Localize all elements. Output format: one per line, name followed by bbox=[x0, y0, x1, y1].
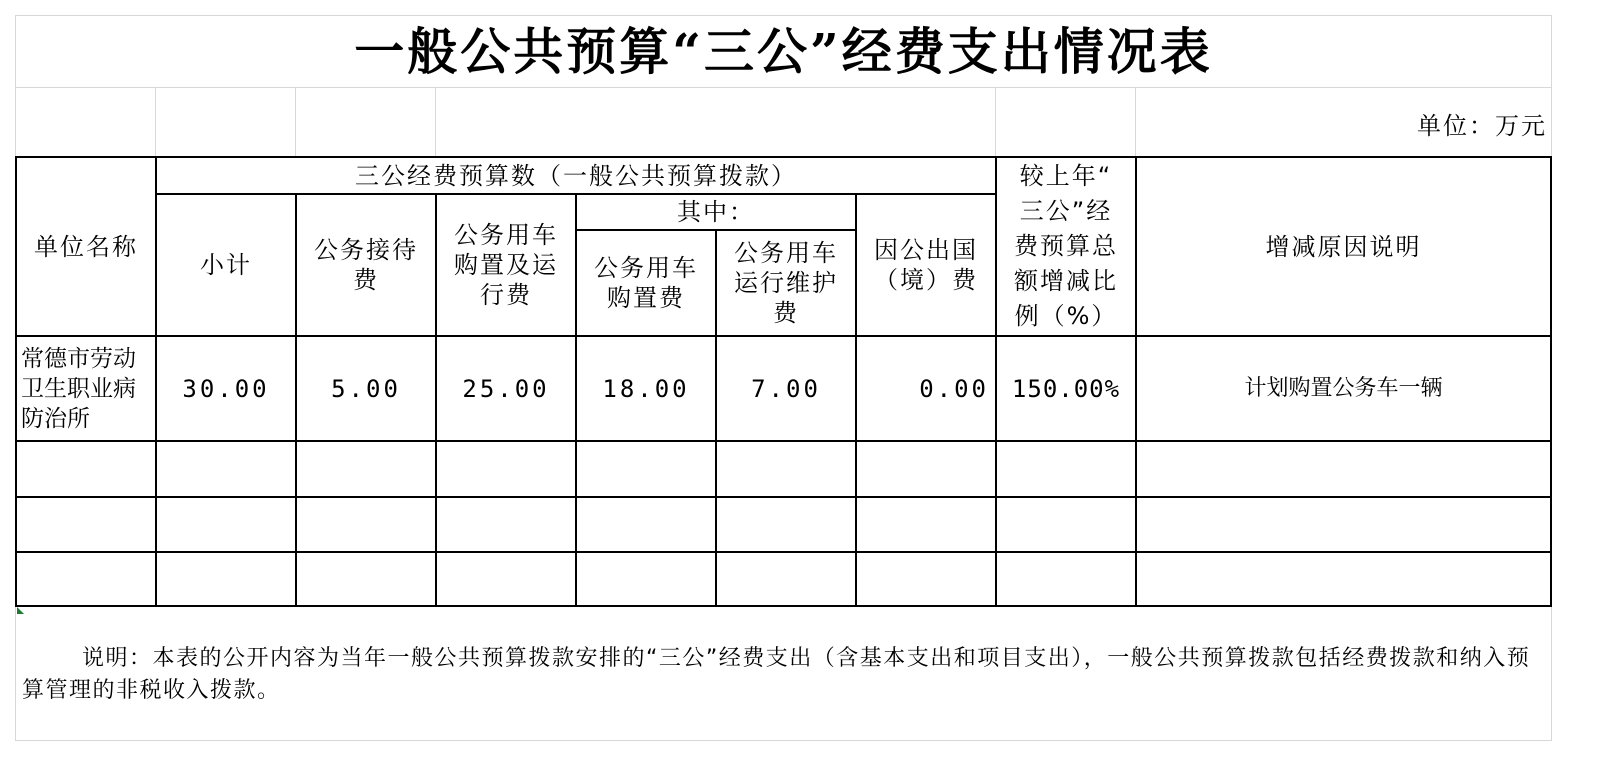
grid-line bbox=[295, 87, 296, 157]
page-title: 一般公共预算“三公”经费支出情况表 bbox=[354, 21, 1213, 81]
grid-line bbox=[1135, 87, 1136, 157]
cell-overseas: 0.00 bbox=[919, 374, 989, 403]
header-change-ratio: 较上年“ 三公”经 费预算总 额增减比 例（%） bbox=[1014, 162, 1118, 330]
cell-reception: 5.00 bbox=[331, 374, 401, 403]
table-border bbox=[15, 605, 1552, 607]
header-of-which: 其中： bbox=[677, 198, 755, 226]
grid-line bbox=[15, 87, 1552, 88]
header-vehicle-operation: 公务用车 运行维护 费 bbox=[734, 239, 838, 327]
cell-vehicle-purchase: 18.00 bbox=[602, 374, 690, 403]
header-budget-group: 三公经费预算数（一般公共预算拨款） bbox=[355, 161, 797, 190]
grid-line bbox=[995, 87, 996, 157]
header-overseas: 因公出国 （境）费 bbox=[874, 236, 978, 294]
table-border bbox=[15, 496, 1552, 498]
cell-indicator-mark bbox=[17, 607, 24, 614]
grid-line bbox=[15, 740, 1552, 741]
footnote: 说明：本表的公开内容为当年一般公共预算拨款安排的“三公”经费支出（含基本支出和项目支出），一般公共预算拨款包括经费拨款和纳入预算管理的非税收入拨款。 bbox=[22, 646, 1531, 703]
cell-vehicle-operation: 7.00 bbox=[751, 374, 821, 403]
header-reception: 公务接待 费 bbox=[314, 236, 418, 294]
cell-reason: 计划购置公务车一辆 bbox=[1244, 375, 1443, 401]
header-reason: 增减原因说明 bbox=[1265, 232, 1422, 261]
cell-change-ratio: 150.00% bbox=[1011, 374, 1121, 403]
header-subtotal: 小计 bbox=[200, 251, 252, 279]
table-border bbox=[15, 440, 1552, 442]
grid-line bbox=[435, 87, 436, 157]
cell-subtotal: 30.00 bbox=[182, 374, 270, 403]
table-border bbox=[15, 551, 1552, 553]
cell-vehicle-total: 25.00 bbox=[462, 374, 550, 403]
header-unit-name: 单位名称 bbox=[34, 232, 138, 261]
cell-unit-name: 常德市劳动 卫生职业病 防治所 bbox=[21, 345, 136, 432]
header-vehicle-total: 公务用车 购置及运 行费 bbox=[454, 221, 558, 309]
table-border bbox=[1550, 156, 1552, 607]
header-vehicle-purchase: 公务用车 购置费 bbox=[594, 254, 698, 312]
grid-line bbox=[155, 87, 156, 157]
unit-label: 单位：万元 bbox=[1417, 112, 1547, 140]
